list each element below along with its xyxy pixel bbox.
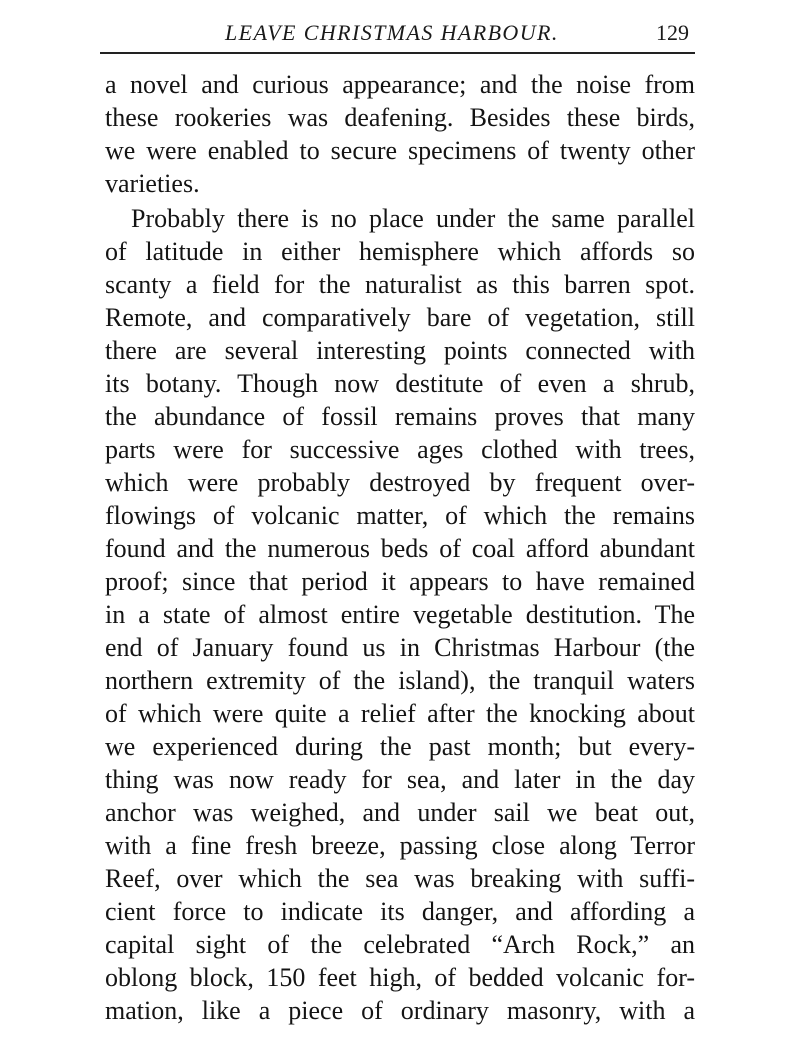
page-number: 129 [656,20,689,45]
text-line: parts were for successive ages clothed with trees, [105,435,695,464]
text-line: oblong block, 150 feet high, of bedded volcanic for- [105,963,695,992]
text-line: capital sight of the celebrated “Arch Rock,” an [105,930,695,959]
text-line: Reef, over which the sea was breaking with suffi- [105,864,695,893]
text-line: Probably there is no place under the same parallel [131,204,695,233]
text-line: its botany. Though now destitute of even a shrub, [105,369,695,398]
paragraph-1 [105,68,695,200]
text-line: we experienced during the past month; but every- [105,732,695,761]
text-line: found and the numerous beds of coal afford abundant [105,534,695,563]
text-line: northern extremity of the island), the tranquil waters [105,666,695,695]
text-line: thing was now ready for sea, and later in the day [105,765,695,794]
text-line: which were probably destroyed by frequent over- [105,468,695,497]
text-line: varieties. [105,169,200,198]
text-line: proof; since that period it appears to have remained [105,567,695,596]
body-text [105,68,695,1027]
text-line: these rookeries was deafening. Besides these birds, [105,103,695,132]
text-line: of which were quite a relief after the knocking about [105,699,695,728]
text-line: there are several interesting points connected with [105,336,695,365]
running-head [100,14,695,48]
text-line: a novel and curious appearance; and the noise from [105,70,695,99]
text-line: flowings of volcanic matter, of which the remains [105,501,695,530]
text-line: Remote, and comparatively bare of vegetation, still [105,303,695,332]
text-line: of latitude in either hemisphere which affords so [105,237,695,266]
text-line: the abundance of fossil remains proves that many [105,402,695,431]
header-rule [100,52,695,54]
text-line: cient force to indicate its danger, and affording a [105,897,695,926]
running-title: LEAVE CHRISTMAS HARBOUR. [225,20,559,45]
text-line: we were enabled to secure specimens of twenty other [105,136,695,165]
text-line: mation, like a piece of ordinary masonry, with a [105,996,695,1025]
paragraph-2 [105,202,695,1027]
text-line: in a state of almost entire vegetable destitution. The [105,600,695,629]
text-line: with a fine fresh breeze, passing close along Terror [105,831,695,860]
text-line: anchor was weighed, and under sail we beat out, [105,798,695,827]
text-line: end of January found us in Christmas Harbour (the [105,633,695,662]
text-line: scanty a field for the naturalist as this barren spot. [105,270,695,299]
